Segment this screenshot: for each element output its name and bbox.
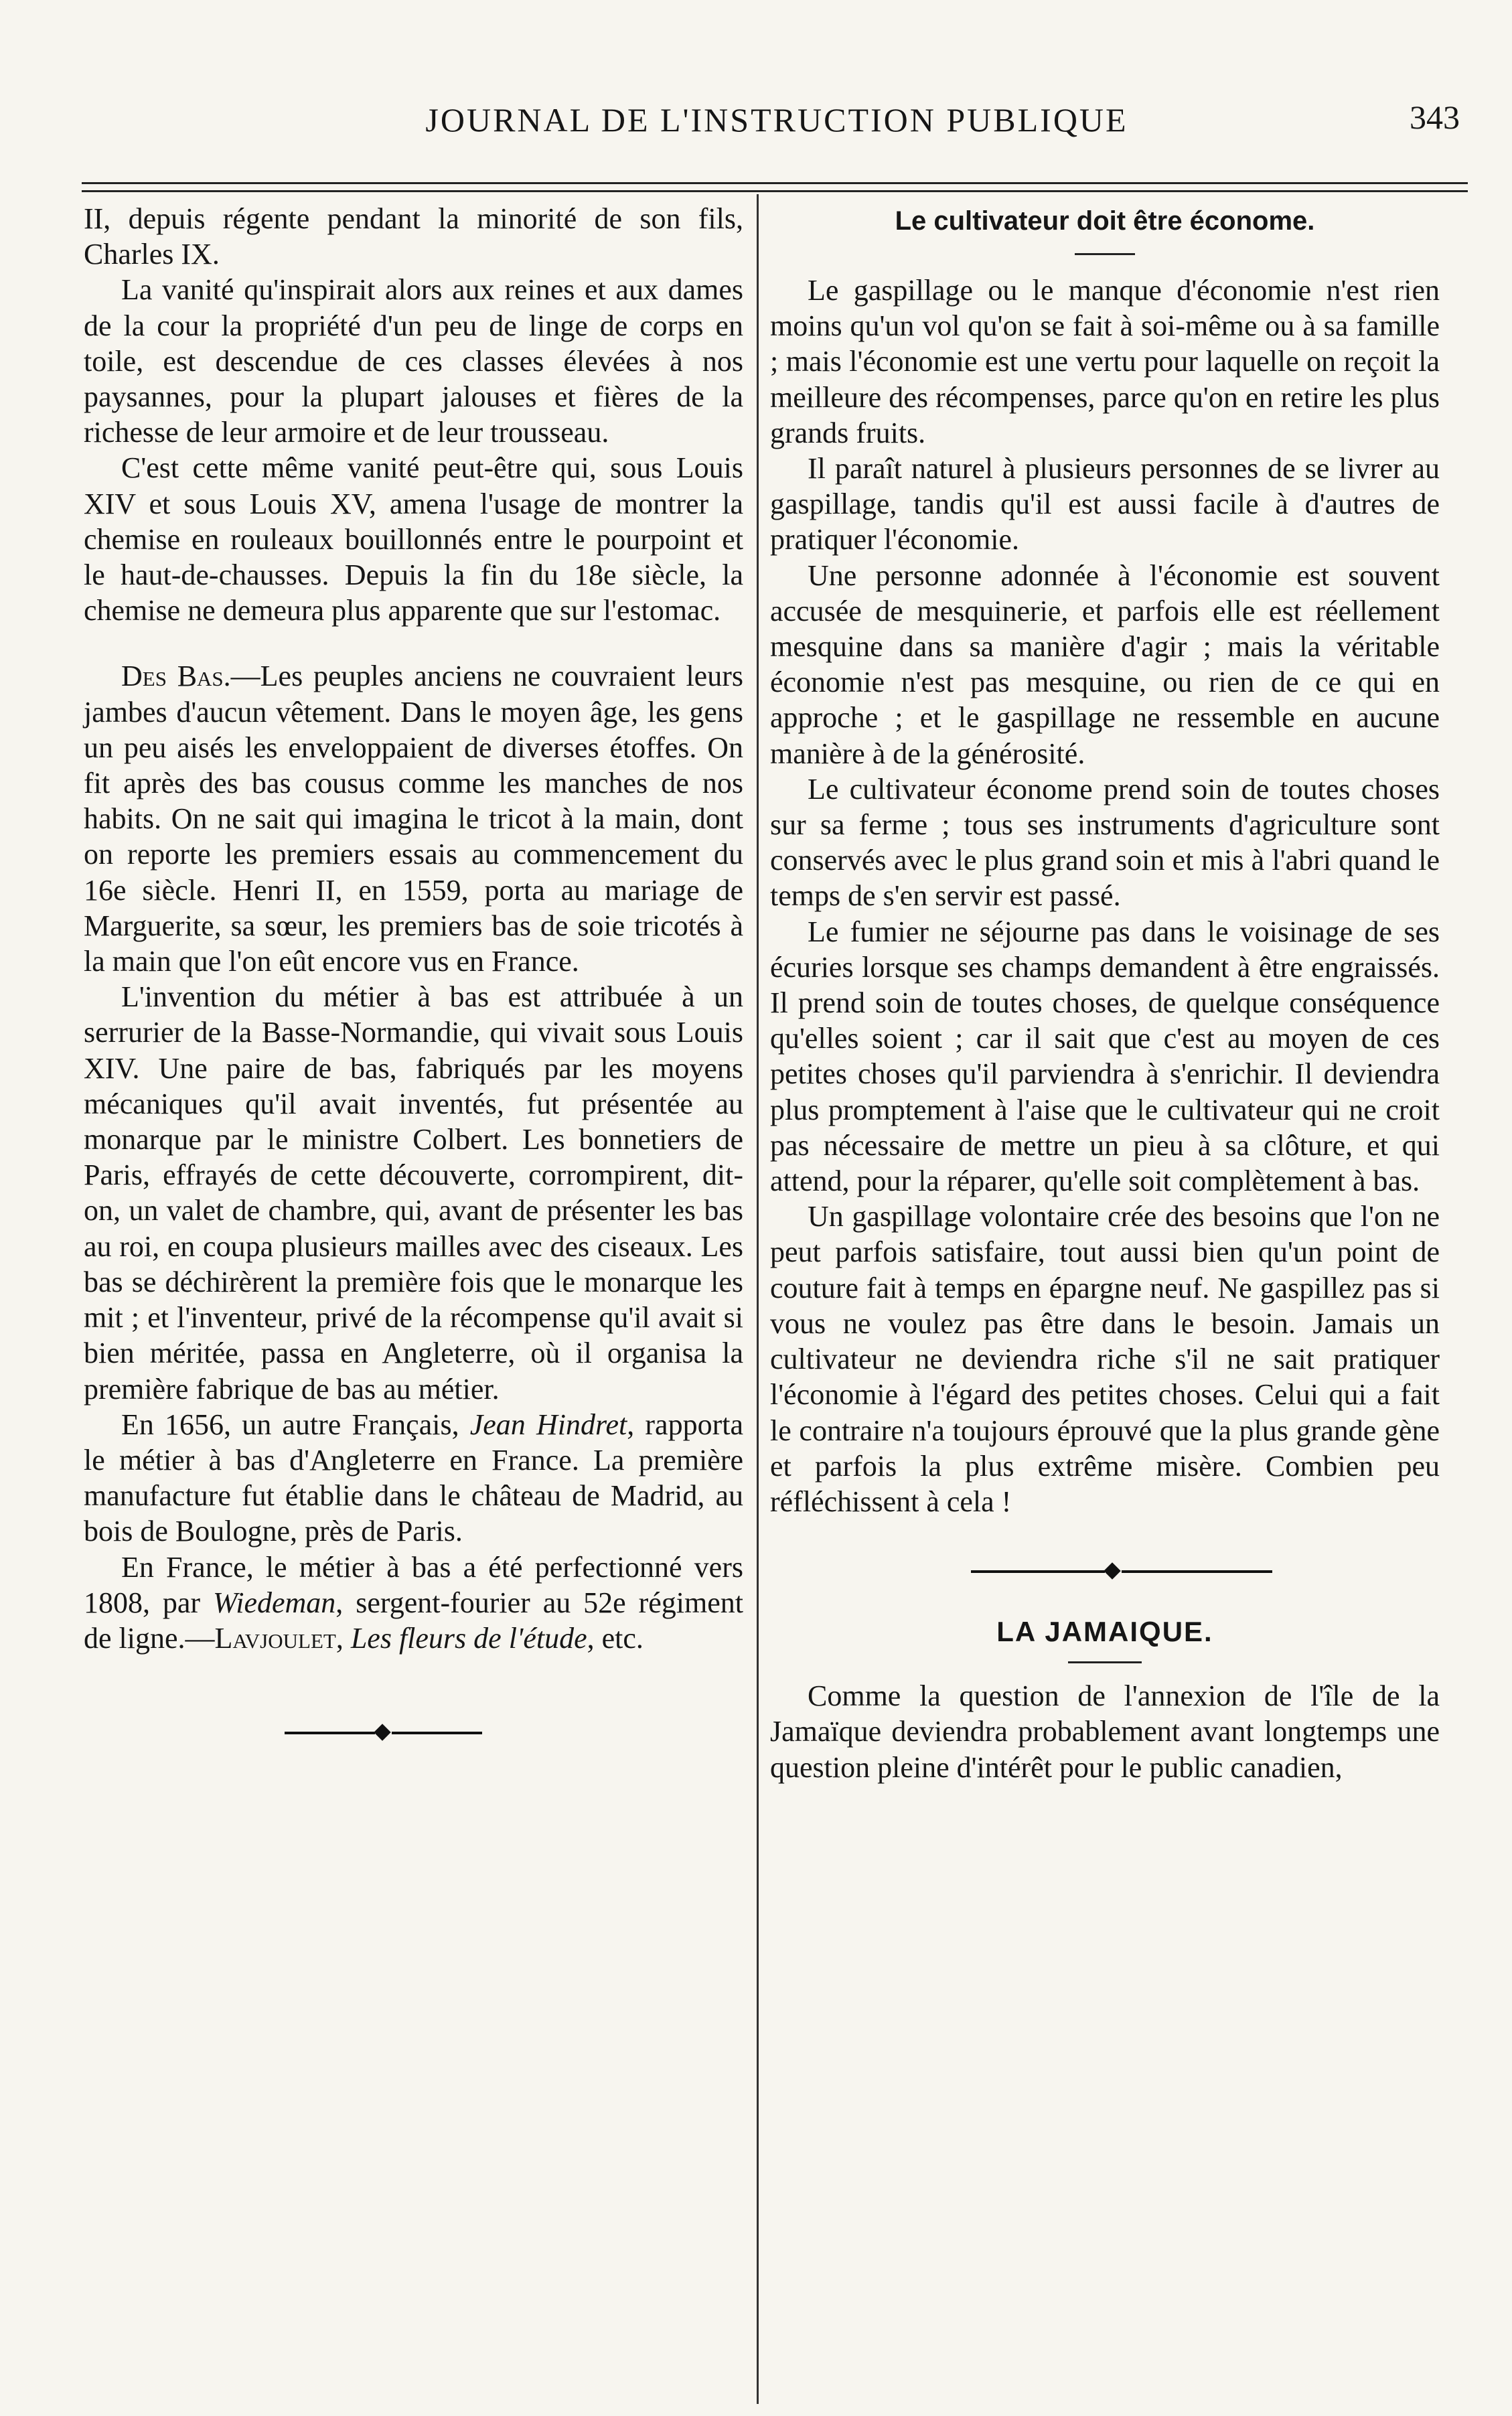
running-title: JOURNAL DE L'INSTRUCTION PUBLIQUE	[425, 101, 1128, 139]
paragraph-text: En France, le métier à bas a été perfectionné vers 1808, par	[84, 1550, 743, 1619]
paragraph-text: , rapporta le métier à bas d'Angleterre en France. La première manufacture fut établie dans le château de Madrid, au bois de Boulogne, près de Paris.	[84, 1408, 743, 1548]
title-rule	[1068, 1661, 1142, 1663]
paragraph-text: , etc.	[587, 1621, 644, 1655]
section-title: LA JAMAIQUE.	[996, 1616, 1213, 1648]
person-name: Wiedeman	[213, 1586, 336, 1619]
section-heading: Des Bas.	[121, 660, 231, 693]
paragraph-text: , sergent-fourier au 52e régiment de ligne.—	[84, 1586, 743, 1655]
source-title: Les fleurs de l'étude	[350, 1621, 587, 1655]
paragraph: Le fumier ne séjourne pas dans le voisinage de ses écuries lorsque ses champs demandent à être engraissés. Il prend soin de toutes choses, de quelque conséquence qu'elles soient ; car il sait que c'est au moyen de ces petites choses qu'il parviendra à s'enrichir. Il deviendra plus promptement à l'aise que le cultivateur qui ne croit pas nécessaire de mettre un pieu à sa clôture, et qui attend, pour la réparer, qu'elle soit complètement à bas.	[770, 915, 1440, 1198]
paragraph: Le cultivateur économe prend soin de toutes choses sur sa ferme ; tous ses instruments d'agriculture sont conservés avec le plus grand soin et mis à l'abri quand le temps de s'en servir est passé.	[770, 772, 1440, 913]
paragraph: Une personne adonnée à l'économie est souvent accusée de mesquinerie, et parfois elle est réellement mesquine dans sa manière d'agir ; mais la véritable économie n'est pas mesquine, ou rien de ce qui en approche ; et le gaspillage ne ressemble en aucune manière à de la générosité.	[770, 558, 1440, 770]
column-divider	[757, 194, 759, 2404]
section-title: Le cultivateur doit être économe.	[895, 206, 1315, 236]
author-name: Lavjoulet	[214, 1621, 336, 1655]
paragraph: Le gaspillage ou le manque d'économie n'est rien moins qu'un vol qu'on se fait à soi-même ou à sa famille ; mais l'économie est une vertu pour laquelle on reçoit la meilleure des récompenses, parce qu'on en retire les plus grands fruits.	[770, 274, 1440, 449]
paragraph: C'est cette même vanité peut-être qui, sous Louis XIV et sous Louis XV, amena l'usage de montrer la chemise en rouleaux bouillonnés entre le pourpoint et le haut-de-chausses. Depuis la fin du 18e siècle, la chemise ne demeura plus apparente que sur l'estomac.	[84, 451, 743, 627]
right-column	[770, 201, 1440, 1785]
title-rule	[1075, 253, 1135, 255]
left-column	[84, 201, 743, 1746]
paragraph-text: ,	[335, 1621, 351, 1655]
page-header	[87, 92, 1466, 146]
paragraph	[84, 1550, 743, 1657]
paragraph	[84, 1407, 743, 1550]
section-ornament	[770, 1558, 1440, 1585]
end-ornament	[84, 1720, 743, 1746]
page-number: 343	[1410, 98, 1460, 136]
person-name: Jean Hindret	[469, 1408, 627, 1441]
paragraph	[84, 658, 743, 979]
paragraph: II, depuis régente pendant la minorité de son fils, Charles IX.	[84, 202, 743, 271]
paragraph: La vanité qu'inspirait alors aux reines et aux dames de la cour la propriété d'un peu de linge de corps en toile, est descendue de ces classes élevées à nos paysannes, pour la plupart jalouses et fières de la richesse de leur armoire et de leur trousseau.	[84, 273, 743, 449]
paragraph: Un gaspillage volontaire crée des besoins que l'on ne peut parfois satisfaire, tout aussi bien qu'un point de couture fait à temps en épargne neuf. Ne gaspillez pas si vous ne voulez pas être dans le besoin. Jamais un cultivateur ne deviendra riche s'il ne sait pratiquer l'économie à l'égard des petites choses. Celui qui a fait le contraire n'a toujours éprouvé que la plus grande gène et parfois la plus extrême misère. Combien peu réfléchissent à cela !	[770, 1200, 1440, 1518]
paragraph-text: —Les peuples anciens ne couvraient leurs jambes d'aucun vêtement. Dans le moyen âge, les gens un peu aisés les enveloppaient de diverses étoffes. On fit après des bas cousus comme les manches de nos habits. On ne sait qui imagina le tricot à la main, dont on reporte les premiers essais au commencement du 16e siècle. Henri II, en 1559, porta au mariage de Marguerite, sa sœur, les premiers bas de soie tricotés à la main que l'on eût encore vus en France.	[84, 660, 743, 978]
paragraph: L'invention du métier à bas est attribuée à un serrurier de la Basse-Normandie, qui vivait sous Louis XIV. Une paire de bas, fabriqués par les moyens mécaniques qu'il avait inventés, fut présentée au monarque par le ministre Colbert. Les bonnetiers de Paris, effrayés de cette découverte, corrompirent, dit-on, un valet de chambre, qui, avant de présenter les bas au roi, en coupa plusieurs mailles avec des ciseaux. Les bas se déchirèrent la première fois que le monarque les mit ; et l'inventeur, privé de la récompense qu'il avait si bien méritée, passa en Angleterre, où il organisa la première fabrique de bas au métier.	[84, 980, 743, 1406]
paragraph-text: En 1656, un autre Français,	[121, 1408, 470, 1441]
paragraph: Comme la question de l'annexion de l'île de la Jamaïque deviendra probablement avant longtemps une question pleine d'intérêt pour le public canadien,	[770, 1679, 1440, 1784]
paragraph: Il paraît naturel à plusieurs personnes de se livrer au gaspillage, tandis qu'il est aussi facile à d'autres de pratiquer l'économie.	[770, 452, 1440, 556]
header-rule	[82, 190, 1468, 192]
header-rule	[82, 182, 1468, 184]
